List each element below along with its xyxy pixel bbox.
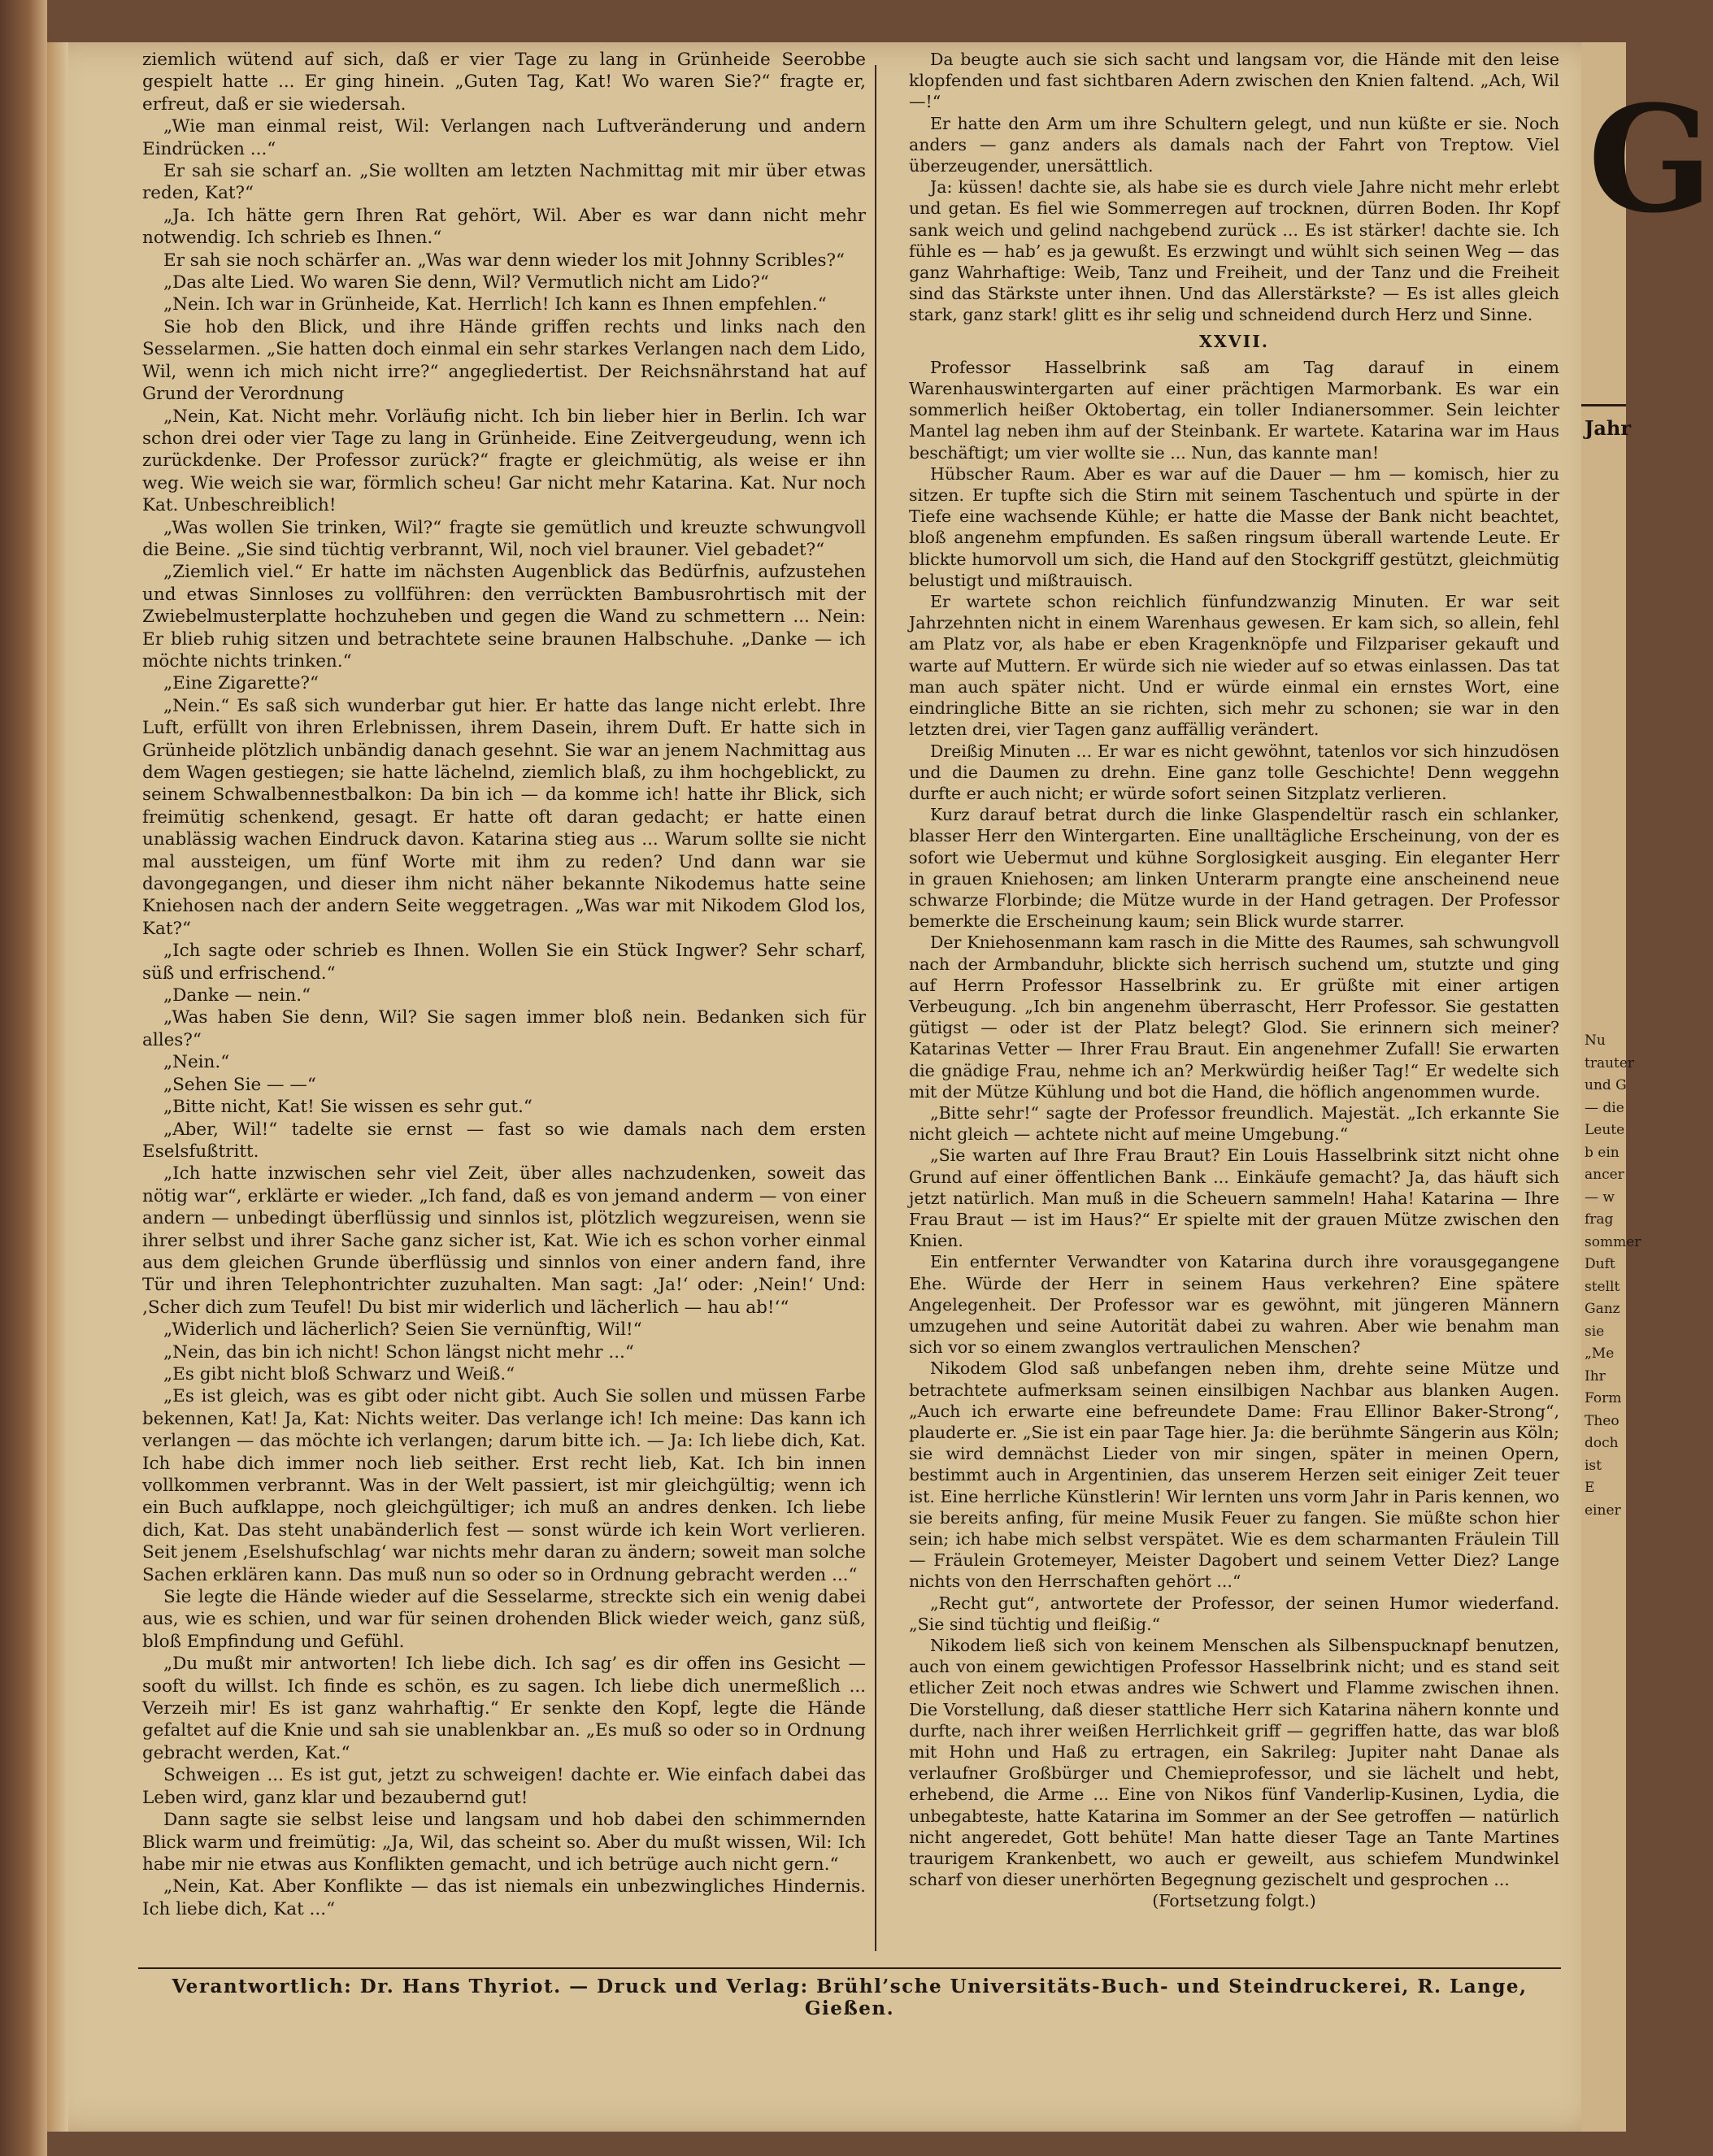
- paragraph: „Sie warten auf Ihre Frau Braut? Ein Louis Hasselbrink sitzt nicht ohne Grund auf einer öffentlichen Bank ... Einkäufe gemacht? Ja, das häuft sich jetzt natürlich. Man muß in die Scheuern sammeln! Haha! Katarina — Ihre Frau Braut — ist im Haus?“ Er spielte mit der grauen Mütze zwischen den Knien.: [909, 1145, 1559, 1251]
- paragraph: Er hatte den Arm um ihre Schultern gelegt, und nun küßte er sie. Noch anders — ganz anders als damals nach der Fahrt von Treptow. Viel überzeugender, unersättlich.: [909, 113, 1559, 176]
- paragraph: „Danke — nein.“: [163, 985, 311, 1006]
- adjacent-page-masthead-letter: G: [1588, 74, 1713, 246]
- adjacent-page-fragment: doch: [1585, 1435, 1619, 1451]
- paragraph: „Nein. Ich war in Grünheide, Kat. Herrlich! Ich kann es Ihnen empfehlen.“: [163, 294, 827, 315]
- adjacent-page-fragment: Duft: [1585, 1256, 1615, 1272]
- paragraph: ziemlich wütend auf sich, daß er vier Tage zu lang in Grünheide Seerobbe gespielt hatte ... Er ging hinein. „Guten Tag, Kat! Wo waren Sie?“ fragte er, erfreut, daß er sie wiedersah.: [142, 50, 866, 115]
- paragraph: Dann sagte sie selbst leise und langsam und hob dabei den schimmernden Blick warm und freimütig: „Ja, Wil, das scheint so. Aber du mußt wissen, Wil: Ich habe mir nie etwas aus Konflikten gemacht, und ich betrüge auch nicht gern.“: [142, 1810, 866, 1875]
- adjacent-page-fragment: sommer: [1585, 1233, 1641, 1250]
- paragraph: „Es ist gleich, was es gibt oder nicht gibt. Auch Sie sollen und müssen Farbe bekennen, Kat! Ja, Kat: Nichts weiter. Das verlange ich! Ich meine: Das kann ich verlangen — das möchte ich verlangen; darum bitte ich. — Ja: Ich liebe dich, Kat. Ich habe dich immer noch lieb seither. Erst recht lieb, Kat. Ich bin innen vollkommen verbrannt. Was in der Welt passiert, ist mir gleichgültig; wenn ich ein Buch aufklappe, noch gleichgültiger; ich muß an andres denken. Ich liebe dich, Kat. Das steht unabänderlich fest — sonst würde ich kein Wort verlieren. Seit jenem ‚Eselshufschlag‘ war nichts mehr daran zu ändern; soweit man solche Sachen erklären kann. Das muß nun so oder so in Ordnung gebracht werden ...“: [142, 1386, 867, 1585]
- page-gutter-shadow: [47, 42, 68, 2132]
- paragraph: Er wartete schon reichlich fünfundzwanzig Minuten. Er war seit Jahrzehnten nicht in einem Warenhaus gewesen. Er kam sich, so allein, fehl am Platz vor, als habe er eben Kragenknöpfe und Filzpariser gekauft und warte auf Muttern. Er würde sich nie wieder auf so etwas einlassen. Das tat man auch später nicht. Und er würde einmal ein ernstes Wort, eine eindringliche Bitte an sie richten, sich mehr zu schonen; sie war in den letzten drei, vier Tagen ganz auffällig verändert.: [909, 592, 1559, 740]
- column-divider: [875, 65, 876, 1951]
- adjacent-page-fragment: Form: [1585, 1390, 1622, 1406]
- paragraph: „Nein.“ Es saß sich wunderbar gut hier. Er hatte das lange nicht erlebt. Ihre Luft, erfüllt von ihren Erlebnissen, ihrem Dasein, ihrem Duft. Er hatte sich in Grünheide plötzlich unbändig danach gesehnt. Sie war an jenem Nachmittag aus dem Wagen gestiegen; sie hatte lächelnd, ziemlich blaß, zu ihm hochgeblickt, zu seinem Schwalbennestbalkon: Da bin ich — da komme ich! hatte ihr Blick, sich freimütig schenkend, gesagt. Er hatte oft daran gedacht; er hatte einen unablässig wachen Eindruck davon. Katarina stieg aus ... Warum sollte sie nicht mal aussteigen, um fünf Worte mit ihm zu reden? Und dann war sie davongegangen, und dieser ihm nicht näher bekannte Nikodemus hatte seine Kniehosen nach der andern Seite weggetragen. „Was war mit Nikodem Glod los, Kat?“: [142, 695, 866, 939]
- paragraph: „Ziemlich viel.“ Er hatte im nächsten Augenblick das Bedürfnis, aufzustehen und etwas Sinnloses zu vollführen: den verrückten Bambusrohrtisch mit der Zwiebelmusterplatte hochzuheben und gegen die Wand zu schmettern ... Nein: Er blieb ruhig sitzen und betrachtete seine braunen Halbschuhe. „Danke — ich möchte nichts trinken.“: [142, 562, 866, 672]
- text-column-right: [909, 49, 1559, 1912]
- paragraph: „Ich hatte inzwischen sehr viel Zeit, über alles nachzudenken, soweit das nötig war“, erklärte er wieder. „Ich fand, daß es von jemand anderm — von einer andern — unbedingt überflüssig und sinnlos ist, plötzlich wegzureisen, wenn sie ihrer selbst und ihrer Sache ganz sicher ist, Kat. Wie ich es schon vorher einmal aus dem gleichen Grunde überflüssig und sinnlos von einer andern fand, ihre Tür und ihren Telephontrichter zuzuhalten. Man sagt: ‚Ja!‘ oder: ‚Nein!‘ Und: ‚Scher dich zum Teufel! Du bist mir widerlich und lächerlich — hau ab!‘“: [142, 1163, 866, 1318]
- adjacent-page-header-fragment: Jahr: [1585, 416, 1631, 440]
- paragraph: „Recht gut“, antwortete der Professor, der seinen Humor wiederfand. „Sie sind tüchtig und fleißig.“: [909, 1593, 1559, 1634]
- paragraphs-after-chapter: [909, 357, 1559, 1891]
- adjacent-page-fragment: frag: [1585, 1211, 1614, 1228]
- text-column-left: [142, 49, 866, 1920]
- chapter-heading: XXVII.: [1198, 331, 1270, 351]
- adjacent-page-fragment: trauter: [1585, 1054, 1635, 1071]
- book-binding: [0, 0, 47, 2156]
- paragraph: Der Kniehosenmann kam rasch in die Mitte des Raumes, sah schwungvoll nach der Armbanduhr, blickte sich herrisch suchend um, stutzte und ging auf Herrn Professor Hasselbrink zu. Er grüßte mit einer artigen Verbeugung. „Ich bin angenehm überrascht, Herr Professor. Sie gestatten gütigst — oder ist der Platz belegt? Glod. Sie erinnern sich meiner? Katarinas Vetter — Ihrer Frau Braut. Ein angenehmer Zufall! Sie erwarten die gnädige Frau, nehme ich an? Merkwürdig heißer Tag!“ Er wedelte sich mit der Mütze Kühlung und bot die Hand, die höflich angenommen wurde.: [909, 932, 1559, 1102]
- footer-rule: [138, 1967, 1561, 1969]
- adjacent-page-fragment: ancer: [1585, 1167, 1624, 1183]
- paragraph: Da beugte auch sie sich sacht und langsam vor, die Hände mit den leise klopfenden und fast sichtbaren Adern zwischen den Knien faltend. „Ach, Wil —!“: [909, 50, 1559, 112]
- paragraph: „Aber, Wil!“ tadelte sie ernst — fast so wie damals nach dem ersten Eselsfußtritt.: [142, 1119, 866, 1162]
- adjacent-page-fragment: — die: [1585, 1099, 1624, 1116]
- paragraph: Ja: küssen! dachte sie, als habe sie es durch viele Jahre nicht mehr erlebt und getan. Es fiel wie Sommerregen auf trocknen, dürren Boden. Ihr Kopf sank weich und gelind nachgebend zurück ... Es ist stärker! dachte sie. Ich fühle es — hab’ es ja gewußt. Es erzwingt und wühlt sich seinen Weg — das ganz Wahrhaftige: Weib, Tanz und Freiheit, und der Tanz und die Freiheit sind das Stärkste unter ihnen. Und das Allerstärkste? — Es ist alles gleich stark, ganz stark! glitt es ihr selig und schneidend durch Herz und Sinne.: [909, 177, 1559, 325]
- paragraph: Nikodem Glod saß unbefangen neben ihm, drehte seine Mütze und betrachtete aufmerksam seinen einsilbigen Nachbar aus blanken Augen. „Auch ich erwarte eine befreundete Dame: Frau Ellinor Baker-Strong“, plauderte er. „Sie ist ein paar Tage hier. Ja: die berühmte Sängerin aus Köln; sie wird demnächst Lieder von mir singen, später in meinen Opern, bestimmt auch in Argentinien, das unserem Herzen seit einiger Zeit teuer ist. Eine herrliche Künstlerin! Wir lernten uns vorm Jahr in Paris kennen, wo sie bereits anfing, für meine Musik Feuer zu fangen. Sie müßte schon hier sein; ich habe mich selbst verspätet. Wie es dem scharmanten Fräulein Till — Fräulein Grotemeyer, Meister Dagobert und seinem Vetter Diez? Lange nichts von den Herrschaften gehört ...“: [909, 1358, 1559, 1592]
- paragraph: „Bitte sehr!“ sagte der Professor freundlich. Majestät. „Ich erkannte Sie nicht gleich — achtete nicht auf meine Umgebung.“: [909, 1102, 1559, 1145]
- paragraph: Er sah sie scharf an. „Sie wollten am letzten Nachmittag mit mir über etwas reden, Kat?“: [142, 161, 866, 204]
- paragraph: „Nein.“: [163, 1052, 230, 1073]
- adjacent-page-fragment: stellt: [1585, 1278, 1620, 1295]
- paragraph: Dreißig Minuten ... Er war es nicht gewöhnt, tatenlos vor sich hinzudösen und die Daumen zu drehn. Eine ganz tolle Geschichte! Denn weggehn durfte er auch nicht; er würde sofort seinen Sitzplatz verlieren.: [909, 741, 1559, 803]
- paragraph: „Was haben Sie denn, Wil? Sie sagen immer bloß nein. Bedanken sich für alles?“: [142, 1007, 866, 1050]
- paragraph: Schweigen ... Es ist gut, jetzt zu schweigen! dachte er. Wie einfach dabei das Leben wird, ganz klar und bezaubernd gut!: [142, 1765, 866, 1808]
- adjacent-page-fragment: sie: [1585, 1323, 1605, 1340]
- paragraph: „Das alte Lied. Wo waren Sie denn, Wil? Vermutlich nicht am Lido?“: [163, 272, 769, 293]
- paragraph: „Ja. Ich hätte gern Ihren Rat gehört, Wil. Aber es war dann nicht mehr notwendig. Ich schrieb es Ihnen.“: [142, 205, 866, 249]
- adjacent-page-rule: [1581, 404, 1626, 406]
- paragraph: „Nein, Kat. Nicht mehr. Vorläufig nicht. Ich bin lieber hier in Berlin. Ich war schon drei oder vier Tage zu lang in Grünheide. Eine Zeitvergeudung, wenn ich zurückdenke. Der Professor zurück?“ fragte er gleichmütig, als weise er ihn weg. Wie weich sie war, förmlich scheu! Gar nicht mehr Katarina. Kat. Nur noch Kat. Unbeschreiblich!: [142, 406, 866, 516]
- paragraph: „Du mußt mir antworten! Ich liebe dich. Ich sag’ es dir offen ins Gesicht — sooft du willst. Ich finde es schön, es zu sagen. Ich liebe dich unermeßlich ... Verzeih mir! Es ist ganz wahrhaftig.“ Er senkte den Kopf, legte die Hände gefaltet auf die Knie und sah sie unablenkbar an. „Es muß so oder so in Ordnung gebracht werden, Kat.“: [142, 1654, 866, 1763]
- paragraph: „Nein, Kat. Aber Konflikte — das ist niemals ein unbezwingliches Hindernis. Ich liebe dich, Kat ...“: [142, 1876, 866, 1919]
- paragraph: Er sah sie noch schärfer an. „Was war denn wieder los mit Johnny Scribles?“: [163, 250, 846, 271]
- paragraph: „Es gibt nicht bloß Schwarz und Weiß.“: [163, 1363, 515, 1384]
- paragraph: „Nein, das bin ich nicht! Schon längst nicht mehr ...“: [163, 1341, 634, 1363]
- paragraph: „Eine Zigarette?“: [163, 673, 320, 694]
- imprint-footer: Verantwortlich: Dr. Hans Thyriot. — Druck und Verlag: Brühl’sche Universitäts-Buch- und Steindruckerei, R. Lange, Gießen.: [172, 1976, 1528, 2019]
- paragraph: Professor Hasselbrink saß am Tag darauf in einem Warenhauswintergarten auf einer prächtigen Marmorbank. Es war ein sommerlich heißer Oktobertag, ein toller Indianersommer. Sein leichter Mantel lag neben ihm auf der Steinbank. Er wartete. Katarina war im Haus beschäftigt; um vier wollte sie ... Nun, das kannte man!: [909, 357, 1559, 463]
- paragraph: „Widerlich und lächerlich? Seien Sie vernünftig, Wil!“: [163, 1319, 642, 1341]
- paragraph: Kurz darauf betrat durch die linke Glaspendeltür rasch ein schlanker, blasser Herr den Wintergarten. Eine unalltägliche Erscheinung, von der es sofort wie Uebermut und kühne Sorglosigkeit ausging. Ein eleganter Herr in grauen Kniehosen; am linken Unterarm prangte eine anscheinend neue schwarze Florbinde; die Mütze wurde in der Hand getragen. Der Professor bemerkte die Erscheinung kaum; sein Blick wurde starrer.: [909, 805, 1559, 932]
- adjacent-page-fragment: b ein: [1585, 1144, 1620, 1161]
- adjacent-page-fragment: E: [1585, 1480, 1595, 1496]
- adjacent-page-fragment: Ihr: [1585, 1367, 1606, 1384]
- adjacent-page-text-fragments: [1585, 1030, 1641, 1522]
- adjacent-page-fragment: ist: [1585, 1457, 1602, 1474]
- adjacent-page-fragment: Theo: [1585, 1412, 1620, 1429]
- paragraph: „Bitte nicht, Kat! Sie wissen es sehr gut.“: [163, 1097, 533, 1118]
- adjacent-page-fragment: Nu: [1585, 1032, 1606, 1049]
- paragraph: „Wie man einmal reist, Wil: Verlangen nach Luftveränderung und andern Eindrücken ...“: [142, 116, 866, 159]
- adjacent-page-fragment: — w: [1585, 1189, 1615, 1206]
- paragraph: „Ich sagte oder schrieb es Ihnen. Wollen Sie ein Stück Ingwer? Sehr scharf, süß und erfrischend.“: [142, 941, 866, 984]
- continuation-note: (Fortsetzung folgt.): [1152, 1891, 1316, 1911]
- paragraph: „Was wollen Sie trinken, Wil?“ fragte sie gemütlich und kreuzte schwungvoll die Beine. „Sie sind tüchtig verbrannt, Wil, noch viel brauner. Viel gebadet?“: [142, 517, 866, 560]
- paragraph: Sie legte die Hände wieder auf die Sesselarme, streckte sich ein wenig dabei aus, wie es schien, und war für seinen drohenden Blick wieder weich, ganz süß, bloß Empfindung und Gefühl.: [142, 1587, 866, 1652]
- paragraph: Sie hob den Blick, und ihre Hände griffen rechts und links nach den Sesselarmen. „Sie hatten doch einmal ein sehr starkes Verlangen nach dem Lido, Wil, wenn ich mich nicht irre?“ angegliedertist. Der Reichsnährstand hat auf Grund der Verordnung: [142, 316, 866, 405]
- adjacent-page-fragment: Leute: [1585, 1122, 1625, 1138]
- adjacent-page-fragment: und G: [1585, 1077, 1627, 1093]
- paragraph: Ein entfernter Verwandter von Katarina durch ihre vorausgegangene Ehe. Würde der Herr in seinem Haus verkehren? Eine spätere Angelegenheit. Der Professor war es gewöhnt, mit jüngeren Männern umzugehen und seine Autorität dabei zu wahren. Aber wie benahm man sich vor so einem zwanglos vertraulichen Menschen?: [909, 1252, 1559, 1358]
- adjacent-page-fragment: Ganz: [1585, 1301, 1620, 1317]
- adjacent-page-strip: [1581, 42, 1713, 2132]
- adjacent-page-fragment: einer: [1585, 1502, 1621, 1519]
- paragraph: Hübscher Raum. Aber es war auf die Dauer — hm — komisch, hier zu sitzen. Er tupfte sich die Stirn mit seinem Taschentuch und spürte in der Tiefe eine wachsende Kühle; er hatte die Masse der Bank nicht beachtet, bloß angenehm empfunden. Es saßen ringsum überall wartende Leute. Er blickte humorvoll um sich, die Hand auf den Stockgriff gestützt, gleichmütig belustigt und mißtrauisch.: [909, 463, 1559, 590]
- paragraphs-before-chapter: [909, 49, 1559, 326]
- paragraph: Nikodem ließ sich von keinem Menschen als Silbenspucknapf benutzen, auch von einem gewichtigen Professor Hasselbrink nicht; und es stand seit etlicher Zeit noch etwas andres wie Schwert und Flamme zwischen ihnen. Die Vorstellung, daß dieser stattliche Herr sich Katarina nähern konnte und durfte, nach ihrer weißen Herrlichkeit griff — gegriffen hatte, das war bloß mit Hohn und Haß zu ertragen, ein Sakrileg: Jupiter naht Danae als verlaufner Großbürger und Chemieprofessor, und sie lächelt und hebt, erhebend, die Arme ... Eine von Nikos fünf Vanderlip-Kusinen, Lydia, die unbegabteste, hatte Katarina im Sommer an der See getroffen — natürlich nicht angeredet, Gott behüte! Man hatte dieser Tage an Tante Martines traurigem Krankenbett, wo auch er geweilt, aus schiefem Mundwinkel scharf von dieser unerhörten Begegnung gezischelt und gesprochen ...: [909, 1636, 1559, 1890]
- adjacent-page-fragment: „Me: [1585, 1345, 1615, 1362]
- paragraph: „Sehen Sie — —“: [163, 1074, 316, 1095]
